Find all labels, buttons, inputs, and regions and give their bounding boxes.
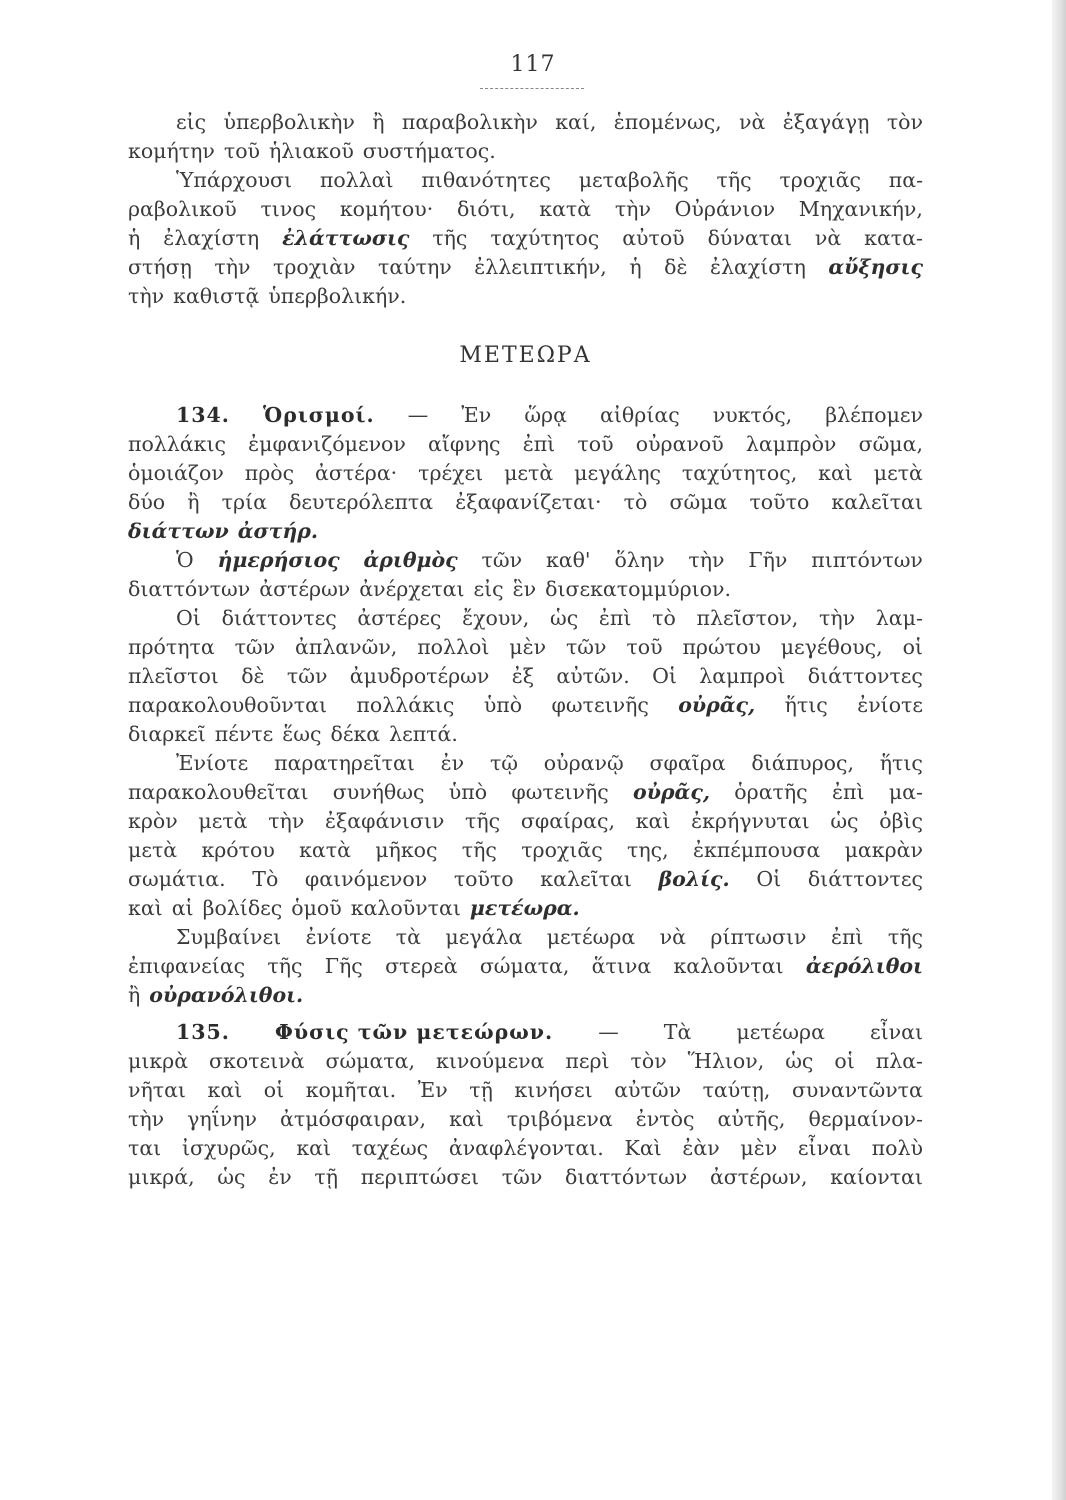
intro-paragraph-line: τὴν καθιστᾷ ὑπερβολικήν.	[128, 284, 407, 308]
intro-paragraph-line: Ὑπάρχουσι πολλαὶ πιθανότητες μεταβολῆς τῆς τροχιᾶς πα-	[176, 168, 923, 192]
body-paragraph-line: Ἐνίοτε παρατηρεῖται ἐν τῷ οὐρανῷ σφαῖρα διάπυρος, ἥτις	[176, 751, 923, 775]
section-134-title: Ὁρισμοί.	[263, 403, 375, 427]
intro-paragraph-line: ἡ ἐλαχίστη ἐλάττωσις τῆς ταχύτητος αὐτοῦ δύναται νὰ κατα-	[128, 226, 923, 250]
body-paragraph-line: κρὸν μετὰ τὴν ἐξαφάνισιν τῆς σφαίρας, καὶ ἐκρήγνυται ὡς ὀβὶς	[128, 809, 923, 833]
section-135-line: ται ἰσχυρῶς, καὶ ταχέως ἀναφλέγονται. Καὶ ἐὰν μὲν εἶναι πολὺ	[128, 1136, 923, 1160]
body-paragraph-line: ἐπιφανείας τῆς Γῆς στερεὰ σώματα, ἅτινα καλοῦνται ἀερόλιθοι	[128, 954, 923, 978]
section-134-line: δύο ἢ τρία δευτερόλεπτα ἐξαφανίζεται· τὸ σῶμα τοῦτο καλεῖται	[128, 490, 923, 514]
intro-paragraph-line: ραβολικοῦ τινος κομήτου· διότι, κατὰ τὴν Οὐράνιον Μηχανικήν,	[128, 197, 923, 221]
body-paragraph-line: καὶ αἱ βολίδες ὁμοῦ καλοῦνται μετέωρα.	[128, 896, 580, 920]
body-paragraph-line: παρακολουθοῦνται πολλάκις ὑπὸ φωτεινῆς οὐρᾶς, ἥτις ἐνίοτε	[128, 693, 923, 717]
section-135-number: 135.	[176, 1020, 230, 1044]
section-134-line: διάττων ἀστήρ.	[128, 519, 319, 543]
body-paragraph-line: πλεῖστοι δὲ τῶν ἀμυδροτέρων ἐξ αὐτῶν. Οἱ λαμπροὶ διάττοντες	[128, 664, 923, 688]
page-edge	[1052, 0, 1066, 1500]
body-paragraph-line: Συμβαίνει ἐνίοτε τὰ μεγάλα μετέωρα νὰ ρίπτωσιν ἐπὶ τῆς	[176, 925, 923, 949]
section-135-first-line: 135. Φύσις τῶν μετεώρων. — Τὰ μετέωρα εἶναι	[128, 1018, 923, 1047]
body-paragraph-line: διαρκεῖ πέντε ἕως δέκα λεπτά.	[128, 722, 458, 746]
section-135-line: μικρὰ σκοτεινὰ σώματα, κινούμενα περὶ τὸν Ἥλιον, ὡς οἱ πλα-	[128, 1049, 923, 1073]
body-paragraph-line: διαττόντων ἀστέρων ἀνέρχεται εἰς ἓν δισεκατομμύριον.	[128, 577, 731, 601]
section-135-line: μικρά, ὡς ἐν τῇ περιπτώσει τῶν διαττόντων ἀστέρων, καίονται	[128, 1165, 923, 1189]
body-paragraph-line: Ὁ ἡμερήσιος ἀριθμὸς τῶν καθ' ὅλην τὴν Γῆν πιπτόντων	[176, 548, 923, 572]
body-paragraph-line: πρότητα τῶν ἀπλανῶν, πολλοὶ μὲν τῶν τοῦ πρώτου μεγέθους, οἱ	[128, 635, 923, 659]
body-paragraph-line: ἢ οὐρανόλιθοι.	[128, 983, 304, 1007]
section-135-title: Φύσις τῶν μετεώρων.	[275, 1020, 554, 1044]
page-number: 117	[510, 52, 556, 77]
section-134-first-line: 134. Ὁρισμοί. — Ἐν ὥρᾳ αἰθρίας νυκτός, βλέπομεν	[128, 401, 923, 430]
body-paragraph-line: Οἱ διάττοντες ἀστέρες ἔχουν, ὡς ἐπὶ τὸ πλεῖστον, τὴν λαμ-	[176, 606, 923, 630]
section-134-line: πολλάκις ἐμφανιζόμενον αἴφνης ἐπὶ τοῦ οὐρανοῦ λαμπρὸν σῶμα,	[128, 432, 923, 456]
page-number-rule	[480, 88, 584, 89]
section-134-line: ὁμοιάζον πρὸς ἀστέρα· τρέχει μετὰ μεγάλης ταχύτητος, καὶ μετὰ	[128, 461, 923, 485]
intro-paragraph-line: κομήτην τοῦ ἡλιακοῦ συστήματος.	[128, 139, 496, 163]
page-body	[128, 108, 923, 1192]
body-paragraph-line: μετὰ κρότου κατὰ μῆκος τῆς τροχιᾶς της, ἐκπέμπουσα μακρὰν	[128, 838, 923, 862]
section-135-line: νῆται καὶ οἱ κομῆται. Ἐν τῇ κινήσει αὐτῶν ταύτῃ, συναντῶντα	[128, 1078, 923, 1102]
section-135-line: τὴν γηΐνην ἀτμόσφαιραν, καὶ τριβόμενα ἐντὸς αὐτῆς, θερμαίνον-	[128, 1107, 923, 1131]
intro-paragraph-line: εἰς ὑπερβολικὴν ἢ παραβολικὴν καί, ἑπομένως, νὰ ἐξαγάγῃ τὸν	[176, 110, 923, 134]
section-134-number: 134.	[176, 403, 230, 427]
intro-paragraph-line: στήσῃ τὴν τροχιὰν ταύτην ἐλλειπτικήν, ἡ δὲ ἐλαχίστη αὔξησις	[128, 255, 923, 279]
section-heading: ΜΕΤΕΩΡΑ	[459, 343, 592, 368]
body-paragraph-line: παρακολουθεῖται συνήθως ὑπὸ φωτεινῆς οὐρᾶς, ὁρατῆς ἐπὶ μα-	[128, 780, 923, 804]
body-paragraph-line: σωμάτια. Τὸ φαινόμενον τοῦτο καλεῖται βολίς. Οἱ διάττοντες	[128, 867, 923, 891]
